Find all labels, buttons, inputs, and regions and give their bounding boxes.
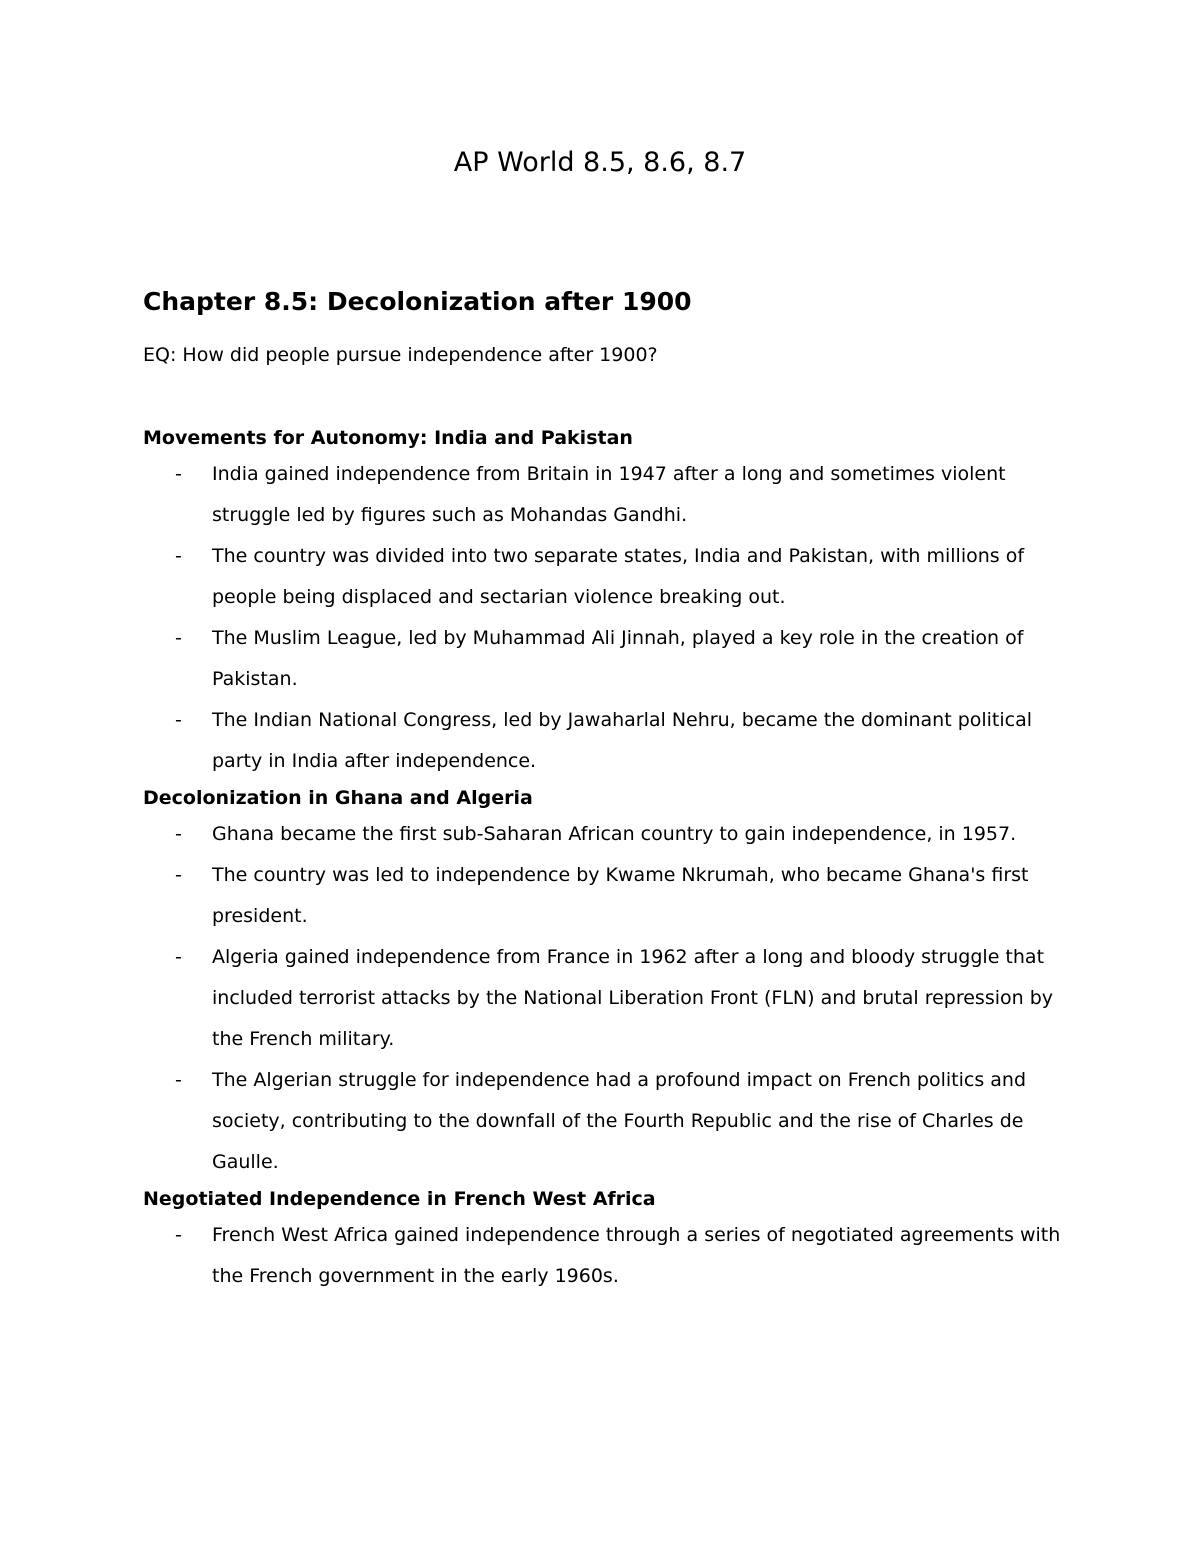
bullet-dash: - — [175, 627, 182, 649]
chapter-heading: Chapter 8.5: Decolonization after 1900 — [143, 287, 692, 316]
list-item — [143, 454, 1073, 536]
bullet-dash: - — [175, 709, 182, 731]
bullet-list-french-west-africa — [143, 1215, 1073, 1297]
bullet-list-ghana-algeria — [143, 814, 1073, 1183]
list-item — [143, 814, 1073, 855]
bullet-dash: - — [175, 1069, 182, 1091]
list-item-text: Ghana became the first sub-Saharan African country to gain independence, in 1957. — [212, 823, 1017, 845]
list-item — [143, 618, 1073, 700]
list-item-text: French West Africa gained independence through a series of negotiated agreements with the French government in the early 1960s. — [212, 1224, 1061, 1287]
document-title: AP World 8.5, 8.6, 8.7 — [453, 147, 747, 178]
bullet-dash: - — [175, 545, 182, 567]
section-heading-ghana-algeria: Decolonization in Ghana and Algeria — [143, 787, 533, 809]
notes-body — [143, 422, 1073, 1297]
list-item-text: The Algerian struggle for independence had a profound impact on French politics and society, contributing to the downfall of the Fourth Republic and the rise of Charles de Gaulle. — [212, 1069, 1027, 1173]
list-item — [143, 1060, 1073, 1183]
list-item-text: India gained independence from Britain in 1947 after a long and sometimes violent struggle led by figures such as Mohandas Gandhi. — [212, 463, 1006, 526]
list-item — [143, 700, 1073, 782]
bullet-dash: - — [175, 864, 182, 886]
list-item — [143, 536, 1073, 618]
list-item-text: The Indian National Congress, led by Jawaharlal Nehru, became the dominant political party in India after independence. — [212, 709, 1033, 772]
section-heading-french-west-africa: Negotiated Independence in French West Africa — [143, 1188, 656, 1210]
list-item-text: The country was led to independence by Kwame Nkrumah, who became Ghana's first president. — [212, 864, 1029, 927]
list-item — [143, 937, 1073, 1060]
bullet-list-india-pakistan — [143, 454, 1073, 782]
list-item — [143, 855, 1073, 937]
list-item — [143, 1215, 1073, 1297]
bullet-dash: - — [175, 823, 182, 845]
list-item-text: The country was divided into two separate states, India and Pakistan, with millions of people being displaced and sectarian violence breaking out. — [212, 545, 1025, 608]
list-item-text: The Muslim League, led by Muhammad Ali Jinnah, played a key role in the creation of Pakistan. — [212, 627, 1024, 690]
bullet-dash: - — [175, 946, 182, 968]
essential-question: EQ: How did people pursue independence after 1900? — [143, 344, 658, 366]
bullet-dash: - — [175, 463, 182, 485]
section-heading-india-pakistan: Movements for Autonomy: India and Pakistan — [143, 427, 633, 449]
list-item-text: Algeria gained independence from France in 1962 after a long and bloody struggle that included terrorist attacks by the National Liberation Front (FLN) and brutal repression by the French military. — [212, 946, 1054, 1050]
bullet-dash: - — [175, 1224, 182, 1246]
